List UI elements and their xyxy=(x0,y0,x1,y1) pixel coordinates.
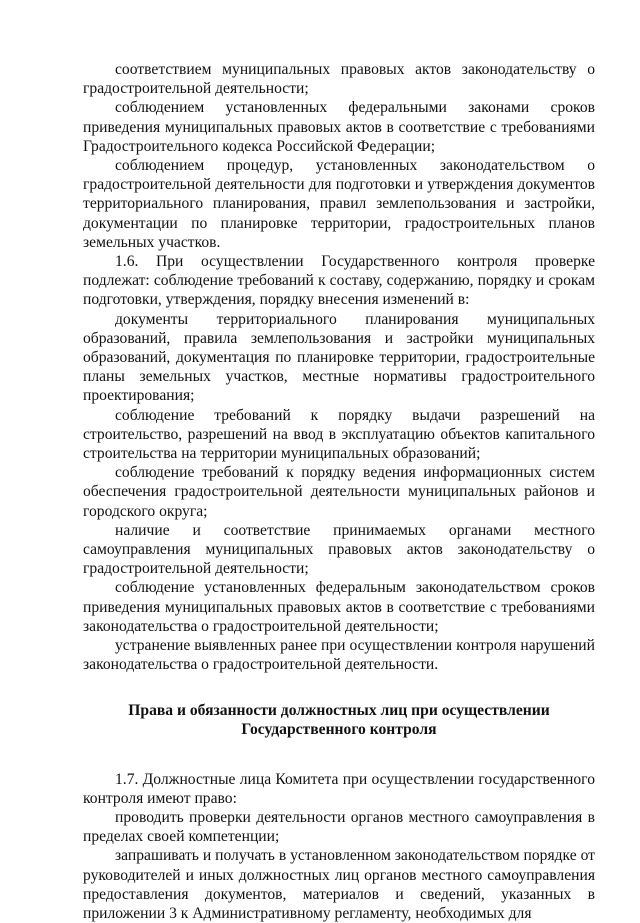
paragraph: 1.7. Должностные лица Комитета при осуществлении государственного контроля имеют право: xyxy=(83,770,595,807)
paragraph: соблюдение установленных федеральным законодательством сроков приведения муниципальных правовых актов в соответствие с требованиями законодательства о градостроительной деятельности; xyxy=(83,579,595,635)
paragraph: соблюдение требований к порядку ведения информационных систем обеспечения градостроительной деятельности муниципальных районов и городского округа; xyxy=(83,464,595,520)
paragraph: соблюдением установленных федеральными законами сроков приведения муниципальных правовых актов в соответствие с требованиями Градостроительного кодекса Российской Федерации; xyxy=(83,99,595,155)
section-heading-line: Права и обязанности должностных лиц при осуществлении xyxy=(128,701,550,719)
paragraph: соблюдением процедур, установленных законодательством о градостроительной деятельности для подготовки и утверждения документов территориального планирования, правил землепользования и застройки, документации по планировке территории, градостроительных планов земельных участков. xyxy=(83,157,595,251)
paragraph: 1.6. При осуществлении Государственного контроля проверке подлежат: соблюдение требований к составу, содержанию, порядку и срокам подготовки, утверждения, порядку внесения изменений в: xyxy=(83,253,595,309)
paragraph: наличие и соответствие принимаемых органами местного самоуправления муниципальных правовых актов законодательству о градостроительной деятельности; xyxy=(83,521,595,578)
paragraph: устранение выявленных ранее при осуществлении контроля нарушений законодательства о градостроительной деятельности. xyxy=(83,637,595,674)
paragraph: соответствием муниципальных правовых актов законодательству о градостроительной деятельности; xyxy=(83,61,595,98)
paragraph: проводить проверки деятельности органов местного самоуправления в пределах своей компетенции; xyxy=(83,808,595,846)
paragraph: запрашивать и получать в установленном законодательством порядке от руководителей и иных должностных лиц органов местного самоуправления предоставления документов, материалов и сведений, указанных в приложении 3 к Административному регламенту, необходимых для xyxy=(83,847,595,922)
document-page xyxy=(83,60,595,923)
section-heading xyxy=(83,701,595,740)
section-heading-line: Государственного контроля xyxy=(241,721,437,738)
paragraph: соблюдение требований к порядку выдачи разрешений на строительство, разрешений на ввод в эксплуатацию объектов капитального строительства на территории муниципальных образований; xyxy=(83,406,595,463)
paragraph: документы территориального планирования муниципальных образований, правила землепользования и застройки муниципальных образований, документация по планировке территории, градостроительные планы земельных участков, местные нормативы градостроительного проектирования; xyxy=(83,310,595,405)
